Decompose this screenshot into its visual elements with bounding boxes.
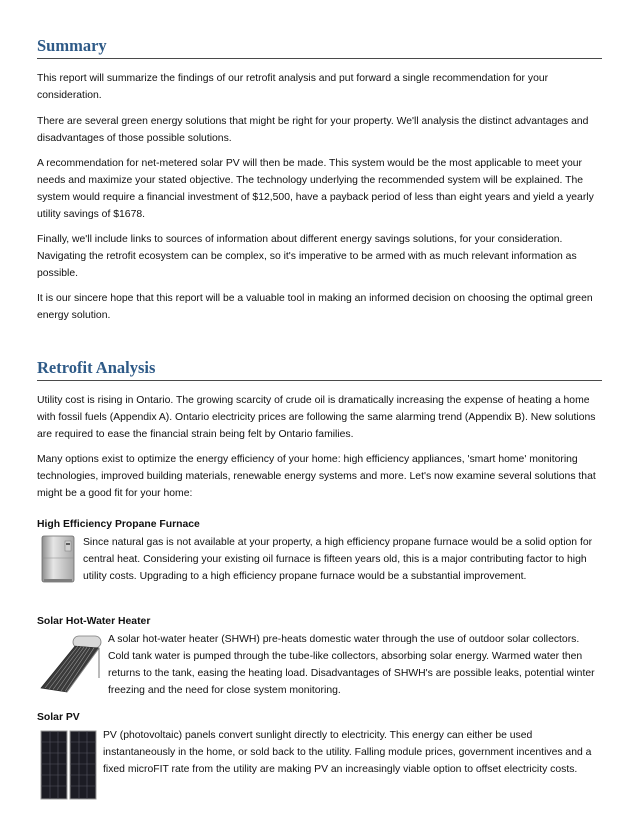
retrofit-heading: Retrofit Analysis <box>37 358 602 381</box>
summary-paragraph-1: This report will summarize the findings of our retrofit analysis and put forward a single recommendation for your consideration. <box>37 73 549 101</box>
solar-pv-title: Solar PV <box>37 712 80 723</box>
furnace-description: Since natural gas is not available at your property, a high efficiency propane furnace would be a solid option for central heat. Considering your existing oil furnace is fifteen years old, this is a major contributing factor to high utility costs. Upgrading to a high efficiency propane furnace would be a substantial improvement. <box>83 537 593 582</box>
summary-paragraph-5: It is our sincere hope that this report will be a valuable tool in making an informed decision on choosing the optimal green energy solution. <box>37 293 593 321</box>
summary-heading: Summary <box>37 36 602 59</box>
solar-pv-description: PV (photovoltaic) panels convert sunlight directly to electricity. This energy can either be used instantaneously in the home, or sold back to the utility. Falling module prices, government incentives and a fixed microFIT rate from the utility are making PV an increasingly viable option to offset electricity costs. <box>103 730 592 775</box>
summary-paragraph-2: There are several green energy solutions that might be right for your property. We'll analysis the distinct advantages and disadvantages of those possible solutions. <box>37 116 589 144</box>
solar-hot-water-description: A solar hot-water heater (SHWH) pre-heats domestic water through the use of outdoor solar collectors. Cold tank water is pumped through the tube-like collectors, absorbing solar energy. Warmed water then returns to the tank, easing the heating load. Disadvantages of SHWH's are possible leaks, potential winter freezing and the need for close system monitoring. <box>108 634 595 696</box>
solar-pv-image <box>40 729 98 801</box>
summary-paragraph-3: A recommendation for net-metered solar PV will then be made. This system would be the most applicable to meet your needs and maximize your stated objective. The technology underlying the recommended system will be explained. The system would require a financial investment of $12,500, have a payback period of less than eight years and yield a yearly utility savings of $1678. <box>37 158 594 220</box>
solar-hot-water-title: Solar Hot-Water Heater <box>37 616 151 627</box>
solar-hot-water-image <box>37 632 103 694</box>
summary-paragraph-4: Finally, we'll include links to sources of information about different energy savings solutions, for your consideration. Navigating the retrofit ecosystem can be complex, so it's imperative to be armed with as much relevant information as possible. <box>37 234 577 279</box>
furnace-image <box>40 534 78 584</box>
retrofit-paragraph-2: Many options exist to optimize the energy efficiency of your home: high efficiency appliances, 'smart home' monitoring technologies, improved building materials, renewable energy systems and more. Let's now examine several solutions that might be a good fit for your home: <box>37 454 596 499</box>
retrofit-paragraph-1: Utility cost is rising in Ontario. The growing scarcity of crude oil is dramatically increasing the expense of heating a home with fossil fuels (Appendix A). Ontario electricity prices are following the same alarming trend (Appendix B). New solutions are required to ease the financial strain being felt by Ontario families. <box>37 395 596 440</box>
furnace-title: High Efficiency Propane Furnace <box>37 519 200 530</box>
